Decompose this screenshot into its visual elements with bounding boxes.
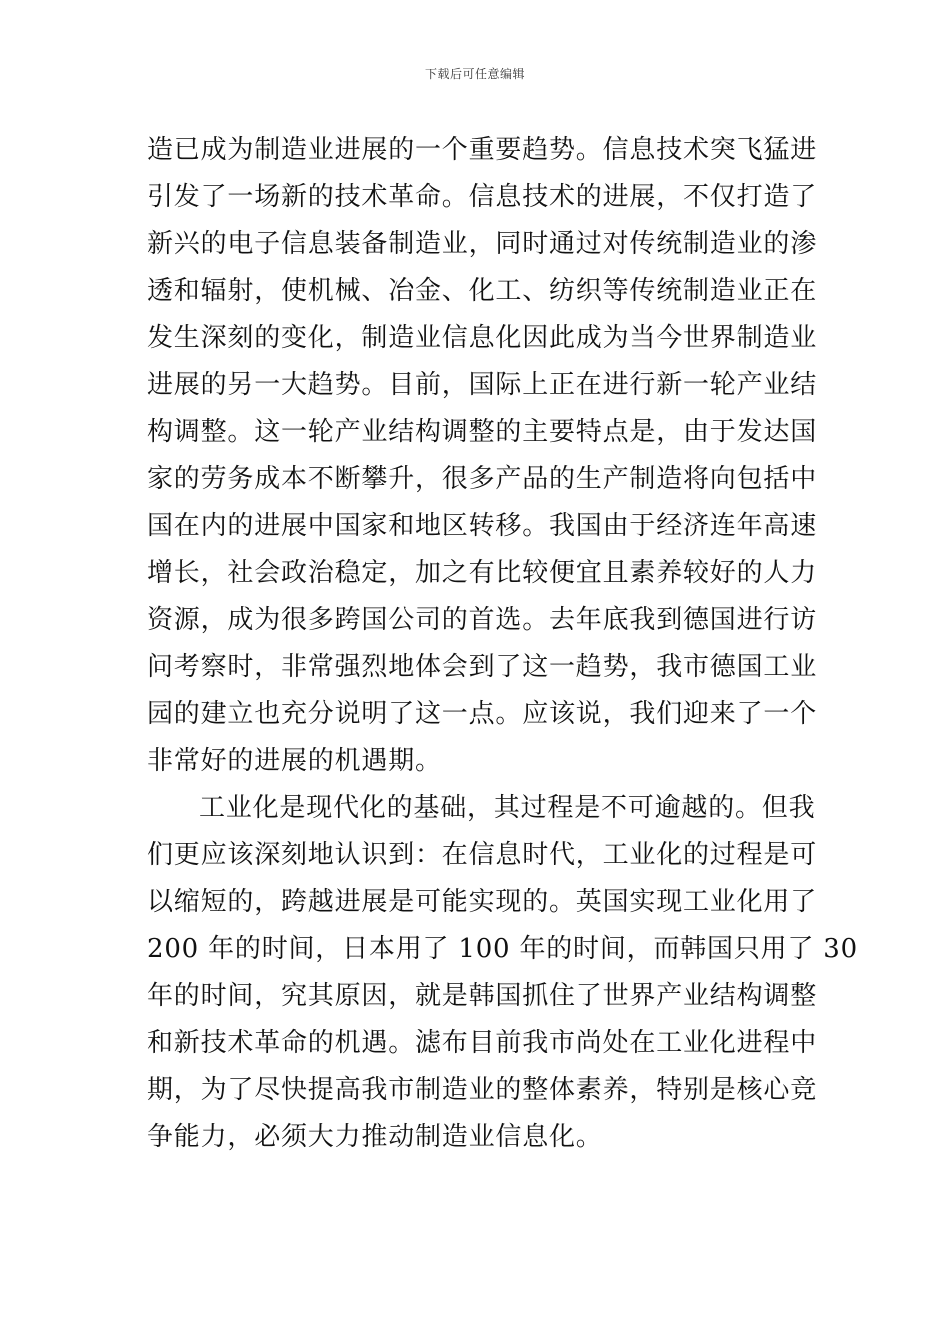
- text-line: 和新技术革命的机遇。滤布目前我市尚处在工业化进程中: [147, 1028, 818, 1058]
- page-header: 下载后可任意编辑: [424, 67, 525, 81]
- text-line: 造已成为制造业进展的一个重要趋势。信息技术突飞猛进: [147, 135, 818, 165]
- text-line: 进展的另一大趋势。目前，国际上正在进行新一轮产业结: [147, 370, 818, 400]
- text-line: 年的时间，究其原因，就是韩国抓住了世界产业结构调整: [147, 981, 818, 1011]
- text-line: 以缩短的，跨越进展是可能实现的。英国实现工业化用了: [147, 887, 818, 917]
- body-text: [147, 127, 858, 1161]
- text-line: 资源，成为很多跨国公司的首选。去年底我到德国进行访: [147, 605, 818, 635]
- text-line: 家的劳务成本不断攀升，很多产品的生产制造将向包括中: [147, 464, 818, 494]
- text-line: 透和辐射，使机械、冶金、化工、纺织等传统制造业正在: [147, 276, 818, 306]
- text-line: 争能力，必须大力推动制造业信息化。: [147, 1122, 603, 1152]
- text-line: 增长，社会政治稳定，加之有比较便宜且素养较好的人力: [147, 558, 818, 588]
- text-line: 引发了一场新的技术革命。信息技术的进展，不仅打造了: [147, 182, 818, 212]
- text-line: 新兴的电子信息装备制造业，同时通过对传统制造业的渗: [147, 229, 818, 259]
- text-line: 构调整。这一轮产业结构调整的主要特点是，由于发达国: [147, 417, 818, 447]
- text-line: 园的建立也充分说明了这一点。应该说，我们迎来了一个: [147, 699, 818, 729]
- text-line: 期，为了尽快提高我市制造业的整体素养，特别是核心竞: [147, 1075, 818, 1105]
- text-line: 国在内的进展中国家和地区转移。我国由于经济连年高速: [147, 511, 818, 541]
- text-line: 200 年的时间，日本用了 100 年的时间，而韩国只用了 30: [147, 934, 858, 964]
- text-line: 们更应该深刻地认识到：在信息时代，工业化的过程是可: [147, 840, 818, 870]
- paragraph-2: [147, 785, 858, 1161]
- text-line: 发生深刻的变化，制造业信息化因此成为当今世界制造业: [147, 323, 818, 353]
- text-line: 非常好的进展的机遇期。: [147, 746, 442, 776]
- text-line: 工业化是现代化的基础，其过程是不可逾越的。但我: [199, 793, 816, 823]
- paragraph-1: [147, 127, 818, 785]
- text-line: 问考察时，非常强烈地体会到了这一趋势，我市德国工业: [147, 652, 818, 682]
